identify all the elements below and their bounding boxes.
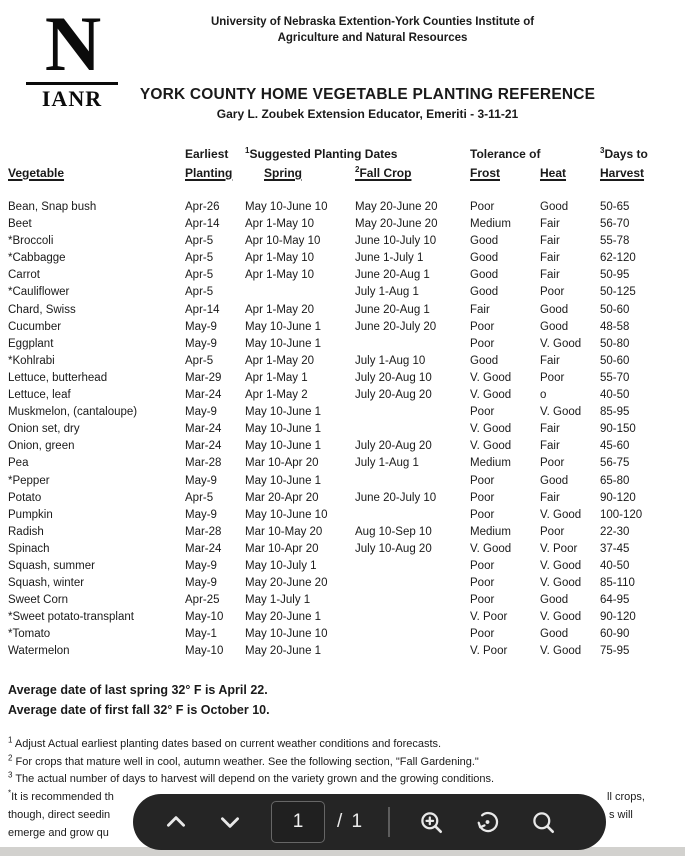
footnote-2: $^2$ For crops that mature well in cool, autumn weather. See the following section, "Fall Gardening." xyxy=(8,753,479,768)
zoom-in-button[interactable] xyxy=(416,807,446,837)
cell-harvest: 55-78 xyxy=(600,235,630,248)
cell-earliest-planting: May-9 xyxy=(185,320,217,333)
cell-harvest: 22-30 xyxy=(600,525,630,538)
cell-spring: May 10-June 10 xyxy=(245,201,328,213)
cell-harvest: 60-90 xyxy=(600,628,630,641)
header-tolerance-of: Tolerance of xyxy=(470,147,541,161)
table-row xyxy=(8,302,678,319)
search-button[interactable] xyxy=(528,807,558,837)
cell-vegetable: Onion set, dry xyxy=(8,423,80,436)
table-row xyxy=(8,524,678,541)
table-row xyxy=(8,626,678,643)
cell-vegetable: *Pepper xyxy=(8,474,50,487)
cell-vegetable: Pumpkin xyxy=(8,508,53,521)
cell-heat: Fair xyxy=(540,491,560,504)
cell-heat: V. Good xyxy=(540,559,582,572)
cell-harvest: 50-60 xyxy=(600,303,630,316)
cell-fall-crop xyxy=(355,421,470,438)
cell-earliest-planting: Mar-24 xyxy=(185,542,222,555)
cell-heat: Good xyxy=(540,474,569,487)
header-suggested-planting-dates: $^1$Suggested Planting Dates xyxy=(245,146,398,161)
cell-fall-crop: July 20-Aug 10 xyxy=(355,371,432,384)
cell-fall-crop xyxy=(355,643,470,660)
cell-fall-crop: June 20-July 20 xyxy=(355,320,437,333)
cell-frost: Poor xyxy=(470,474,495,487)
cell-earliest-planting: May-9 xyxy=(185,508,217,521)
cell-spring: Mar 10-Apr 20 xyxy=(245,457,319,470)
cell-fall-crop xyxy=(355,507,470,524)
average-dates xyxy=(8,680,270,720)
cell-frost: Fair xyxy=(470,303,490,316)
cell-vegetable: Lettuce, butterhead xyxy=(8,371,108,384)
cell-frost: Poor xyxy=(470,594,495,607)
average-first-fall: Average date of first fall 32° F is October 10. xyxy=(8,703,270,717)
cell-heat: Good xyxy=(540,320,569,333)
cell-heat: V. Good xyxy=(540,406,582,419)
org-line-1: University of Nebraska Extention-York Counties Institute of xyxy=(210,16,535,28)
table-row xyxy=(8,267,678,284)
rotate-button[interactable] xyxy=(472,807,502,837)
org-line-2: Agriculture and Natural Resources xyxy=(277,32,468,44)
cell-spring: Apr 1-May 2 xyxy=(245,389,308,402)
cell-vegetable: Potato xyxy=(8,491,42,504)
table-row xyxy=(8,473,678,490)
cell-earliest-planting: Mar-29 xyxy=(185,371,222,384)
cell-spring: May 10-June 1 xyxy=(245,474,322,487)
table-row xyxy=(8,404,678,421)
next-page-button[interactable] xyxy=(215,807,245,837)
table-row xyxy=(8,575,678,592)
table-group-header-row xyxy=(8,147,678,165)
obscured-text-fragment: ll crops, xyxy=(607,791,645,803)
cell-earliest-planting: May-9 xyxy=(185,474,217,487)
cell-vegetable: *Kohlrabi xyxy=(8,354,55,367)
cell-harvest: 48-58 xyxy=(600,320,630,333)
cell-vegetable: Lettuce, leaf xyxy=(8,389,71,402)
cell-spring: May 10-June 1 xyxy=(245,320,322,333)
cell-harvest: 64-95 xyxy=(600,594,630,607)
page-count-label: / 1 xyxy=(337,811,365,832)
cell-spring: Mar 10-May 20 xyxy=(245,525,323,538)
cell-fall-crop xyxy=(355,575,470,592)
header-days-to: $^3$Days to xyxy=(600,146,648,161)
cell-earliest-planting: Apr-14 xyxy=(185,303,220,316)
table-row xyxy=(8,319,678,336)
obscured-text-fragment: s will xyxy=(609,809,633,821)
cell-vegetable: Onion, green xyxy=(8,440,75,453)
cell-earliest-planting: Apr-5 xyxy=(185,286,214,299)
cell-heat: Poor xyxy=(540,457,565,470)
cell-frost: Poor xyxy=(470,337,495,350)
ianr-logo-text: IANR xyxy=(26,82,118,112)
cell-fall-crop: July 10-Aug 20 xyxy=(355,542,432,555)
cell-frost: Good xyxy=(470,235,499,248)
cell-frost: V. Poor xyxy=(470,611,508,624)
cell-vegetable: Beet xyxy=(8,218,32,231)
cell-harvest: 62-120 xyxy=(600,252,636,265)
cell-fall-crop: July 20-Aug 20 xyxy=(355,440,432,453)
cell-frost: Good xyxy=(470,269,499,282)
cell-fall-crop: Aug 10-Sep 10 xyxy=(355,525,432,538)
cell-harvest: 90-120 xyxy=(600,611,636,624)
cell-heat: Good xyxy=(540,628,569,641)
cell-harvest: 55-70 xyxy=(600,371,630,384)
footnote-asterisk: *It is recommended th xyxy=(8,788,114,804)
cell-heat: Good xyxy=(540,594,569,607)
cell-fall-crop xyxy=(355,473,470,490)
cell-frost: Poor xyxy=(470,508,495,521)
cell-vegetable: Spinach xyxy=(8,542,50,555)
cell-earliest-planting: Apr-5 xyxy=(185,491,214,504)
table-row xyxy=(8,387,678,404)
cell-earliest-planting: Apr-5 xyxy=(185,354,214,367)
cell-heat: Fair xyxy=(540,218,560,231)
cell-earliest-planting: Apr-5 xyxy=(185,252,214,265)
column-fall-crop: $^2$Fall Crop xyxy=(355,165,412,180)
cell-fall-crop xyxy=(355,336,470,353)
table-row xyxy=(8,216,678,233)
cell-fall-crop: June 1-July 1 xyxy=(355,252,424,265)
page-title: YORK COUNTY HOME VEGETABLE PLANTING REFERENCE xyxy=(139,86,596,103)
cell-harvest: 56-75 xyxy=(600,457,630,470)
cell-heat: V. Good xyxy=(540,611,582,624)
cell-heat: Fair xyxy=(540,235,560,248)
cell-vegetable: Chard, Swiss xyxy=(8,303,76,316)
zoom-in-icon xyxy=(418,809,445,836)
cell-fall-crop xyxy=(355,626,470,643)
cell-spring: Mar 10-Apr 20 xyxy=(245,542,319,555)
cell-heat: Fair xyxy=(540,269,560,282)
cell-vegetable: *Tomato xyxy=(8,628,51,641)
cell-earliest-planting: Apr-26 xyxy=(185,201,220,213)
cell-heat: V. Poor xyxy=(540,542,578,555)
planting-table xyxy=(8,147,678,661)
table-row xyxy=(8,609,678,626)
table-row xyxy=(8,643,678,660)
cell-heat: Good xyxy=(540,201,569,213)
cell-frost: V. Good xyxy=(470,389,512,402)
cell-earliest-planting: Mar-28 xyxy=(185,457,222,470)
page-subtitle: Gary L. Zoubek Extension Educator, Emeriti - 3-11-21 xyxy=(216,107,519,121)
table-row xyxy=(8,490,678,507)
cell-frost: V. Good xyxy=(470,440,512,453)
cell-vegetable: Cucumber xyxy=(8,320,62,333)
cell-earliest-planting: Mar-24 xyxy=(185,389,222,402)
cell-spring: May 10-June 1 xyxy=(245,406,322,419)
cell-spring: Apr 1-May 20 xyxy=(245,354,315,367)
average-last-spring: Average date of last spring 32° F is April 22. xyxy=(8,683,268,697)
table-row xyxy=(8,592,678,609)
footnote-continuation-1: though, direct seedin xyxy=(8,808,111,821)
cell-earliest-planting: Apr-14 xyxy=(185,218,220,231)
cell-harvest: 90-120 xyxy=(600,491,636,504)
cell-fall-crop xyxy=(355,609,470,626)
cell-frost: Medium xyxy=(470,457,511,470)
cell-frost: Medium xyxy=(470,525,511,538)
cell-spring: Apr 1-May 10 xyxy=(245,218,315,231)
cell-earliest-planting: Mar-28 xyxy=(185,525,222,538)
cell-spring: Apr 1-May 1 xyxy=(245,371,308,384)
table-row xyxy=(8,541,678,558)
cell-spring: May 10-June 1 xyxy=(245,337,322,350)
cell-vegetable: *Cabbagge xyxy=(8,252,66,265)
cell-harvest: 50-60 xyxy=(600,354,630,367)
cell-heat: V. Good xyxy=(540,508,582,521)
cell-fall-crop: July 1-Aug 1 xyxy=(355,457,419,470)
cell-harvest: 75-95 xyxy=(600,645,630,658)
toolbar-divider xyxy=(388,807,390,837)
cell-heat: Fair xyxy=(540,354,560,367)
cell-vegetable: Eggplant xyxy=(8,337,54,350)
cell-spring: May 10-June 1 xyxy=(245,440,322,453)
cell-heat: Fair xyxy=(540,252,560,265)
footnote-continuation-2: emerge and grow qu xyxy=(8,826,109,839)
cell-vegetable: *Sweet potato-transplant xyxy=(8,611,134,624)
cell-vegetable: Carrot xyxy=(8,269,40,282)
cell-earliest-planting: Mar-24 xyxy=(185,423,222,436)
cell-frost: Good xyxy=(470,354,499,367)
cell-spring: Apr 1-May 10 xyxy=(245,252,315,265)
cell-spring: May 10-June 10 xyxy=(245,508,328,521)
cell-heat: Poor xyxy=(540,286,565,299)
cell-fall-crop: June 20-Aug 1 xyxy=(355,269,430,282)
cell-earliest-planting: May-9 xyxy=(185,577,217,590)
cell-spring: Apr 1-May 20 xyxy=(245,303,315,316)
cell-frost: Poor xyxy=(470,628,495,641)
column-frost: Frost xyxy=(470,166,500,180)
cell-vegetable: Sweet Corn xyxy=(8,594,69,607)
cell-heat: V. Good xyxy=(540,577,582,590)
cell-earliest-planting: May-9 xyxy=(185,337,217,350)
table-row xyxy=(8,284,678,301)
cell-heat: Poor xyxy=(540,371,565,384)
cell-earliest-planting: May-9 xyxy=(185,559,217,572)
cell-earliest-planting: Apr-25 xyxy=(185,594,220,607)
cell-frost: Medium xyxy=(470,218,511,231)
table-row xyxy=(8,250,678,267)
nebraska-n-logo: N xyxy=(44,0,100,87)
table-row xyxy=(8,353,678,370)
cell-vegetable: Watermelon xyxy=(8,645,70,658)
cell-frost: Poor xyxy=(470,406,495,419)
cell-frost: V. Poor xyxy=(470,645,508,658)
cell-vegetable: Squash, summer xyxy=(8,559,95,572)
cell-earliest-planting: Apr-5 xyxy=(185,269,214,282)
cell-fall-crop xyxy=(355,558,470,575)
cell-earliest-planting: May-9 xyxy=(185,406,217,419)
table-body xyxy=(8,199,678,661)
cell-vegetable: Bean, Snap bush xyxy=(8,201,97,213)
cell-harvest: 40-50 xyxy=(600,559,630,572)
cell-fall-crop: May 20-June 20 xyxy=(355,218,438,231)
cell-frost: V. Good xyxy=(470,423,512,436)
pdf-toolbar xyxy=(133,794,606,850)
page-number-input[interactable] xyxy=(271,801,325,843)
cell-spring: Apr 10-May 10 xyxy=(245,235,321,248)
cell-frost: V. Good xyxy=(470,542,512,555)
column-spring: Spring xyxy=(264,166,302,180)
cell-spring: Mar 20-Apr 20 xyxy=(245,491,319,504)
previous-page-button[interactable] xyxy=(161,807,191,837)
cell-heat: Fair xyxy=(540,440,560,453)
cell-vegetable: Pea xyxy=(8,457,29,470)
column-planting: Planting xyxy=(185,166,233,180)
cell-spring: May 1-July 1 xyxy=(245,594,311,607)
cell-harvest: 37-45 xyxy=(600,542,630,555)
cell-fall-crop: July 1-Aug 10 xyxy=(355,354,426,367)
cell-harvest: 50-125 xyxy=(600,286,636,299)
cell-vegetable: *Cauliflower xyxy=(8,286,70,299)
footnote-1: $^1$ Adjust Actual earliest planting dates based on current weather conditions and forecasts. xyxy=(8,735,442,750)
cell-fall-crop: May 20-June 20 xyxy=(355,201,438,213)
cell-heat: o xyxy=(540,389,547,402)
org-header xyxy=(120,14,625,46)
column-harvest: Harvest xyxy=(600,166,645,180)
table-row xyxy=(8,421,678,438)
cell-harvest: 100-120 xyxy=(600,508,643,521)
table-row xyxy=(8,233,678,250)
table-row xyxy=(8,370,678,387)
cell-harvest: 50-80 xyxy=(600,337,630,350)
table-row xyxy=(8,199,678,216)
cell-frost: Good xyxy=(470,286,499,299)
table-row xyxy=(8,558,678,575)
cell-frost: Poor xyxy=(470,559,495,572)
cell-harvest: 56-70 xyxy=(600,218,630,231)
cell-harvest: 85-110 xyxy=(600,577,635,590)
cell-spring: May 20-June 1 xyxy=(245,645,322,658)
cell-frost: Poor xyxy=(470,201,495,213)
column-vegetable: Vegetable xyxy=(8,166,65,180)
cell-vegetable: *Broccoli xyxy=(8,235,54,248)
cell-spring: May 20-June 20 xyxy=(245,577,328,590)
cell-heat: Fair xyxy=(540,423,560,436)
cell-earliest-planting: May-10 xyxy=(185,645,224,658)
cell-heat: Good xyxy=(540,303,569,316)
cell-fall-crop: July 1-Aug 1 xyxy=(355,286,419,299)
cell-fall-crop: July 20-Aug 20 xyxy=(355,389,432,402)
cell-fall-crop: June 20-July 10 xyxy=(355,491,437,504)
cell-frost: Poor xyxy=(470,320,495,333)
cell-harvest: 40-50 xyxy=(600,389,630,402)
cell-spring: Apr 1-May 10 xyxy=(245,269,315,282)
footnote-3: $^3$ The actual number of days to harvest will depend on the variety grown and the growing conditions. xyxy=(8,770,495,786)
chevron-up-icon xyxy=(163,809,189,835)
cell-earliest-planting: Mar-24 xyxy=(185,440,222,453)
cell-frost: Poor xyxy=(470,577,495,590)
cell-fall-crop: June 10-July 10 xyxy=(355,235,437,248)
cell-vegetable: Muskmelon, (cantaloupe) xyxy=(8,406,138,419)
cell-spring xyxy=(245,284,355,301)
cell-spring: May 10-June 1 xyxy=(245,423,322,436)
chevron-down-icon xyxy=(217,809,243,835)
cell-earliest-planting: May-1 xyxy=(185,628,217,641)
cell-spring: May 20-June 1 xyxy=(245,611,322,624)
cell-frost: V. Good xyxy=(470,371,512,384)
cell-fall-crop xyxy=(355,404,470,421)
search-icon xyxy=(530,809,557,836)
cell-harvest: 65-80 xyxy=(600,474,630,487)
cell-harvest: 45-60 xyxy=(600,440,630,453)
cell-spring: May 10-June 10 xyxy=(245,628,328,641)
cell-frost: Poor xyxy=(470,491,495,504)
cell-heat: V. Good xyxy=(540,337,582,350)
cell-harvest: 85-95 xyxy=(600,406,630,419)
cell-frost: Good xyxy=(470,252,499,265)
table-row xyxy=(8,336,678,353)
cell-harvest: 50-65 xyxy=(600,201,630,213)
table-row xyxy=(8,438,678,455)
cell-earliest-planting: Apr-5 xyxy=(185,235,214,248)
cell-vegetable: Radish xyxy=(8,525,44,538)
cell-harvest: 50-95 xyxy=(600,269,630,282)
cell-spring: May 10-July 1 xyxy=(245,559,317,572)
rotate-icon xyxy=(474,809,501,836)
table-row xyxy=(8,507,678,524)
cell-fall-crop: June 20-Aug 1 xyxy=(355,303,430,316)
cell-heat: V. Good xyxy=(540,645,582,658)
cell-fall-crop xyxy=(355,592,470,609)
table-column-header-row xyxy=(8,166,678,186)
cell-heat: Poor xyxy=(540,525,565,538)
table-row xyxy=(8,455,678,472)
cell-vegetable: Squash, winter xyxy=(8,577,85,590)
cell-earliest-planting: May-10 xyxy=(185,611,224,624)
column-heat: Heat xyxy=(540,166,567,180)
header-earliest: Earliest xyxy=(185,147,229,161)
cell-harvest: 90-150 xyxy=(600,423,636,436)
